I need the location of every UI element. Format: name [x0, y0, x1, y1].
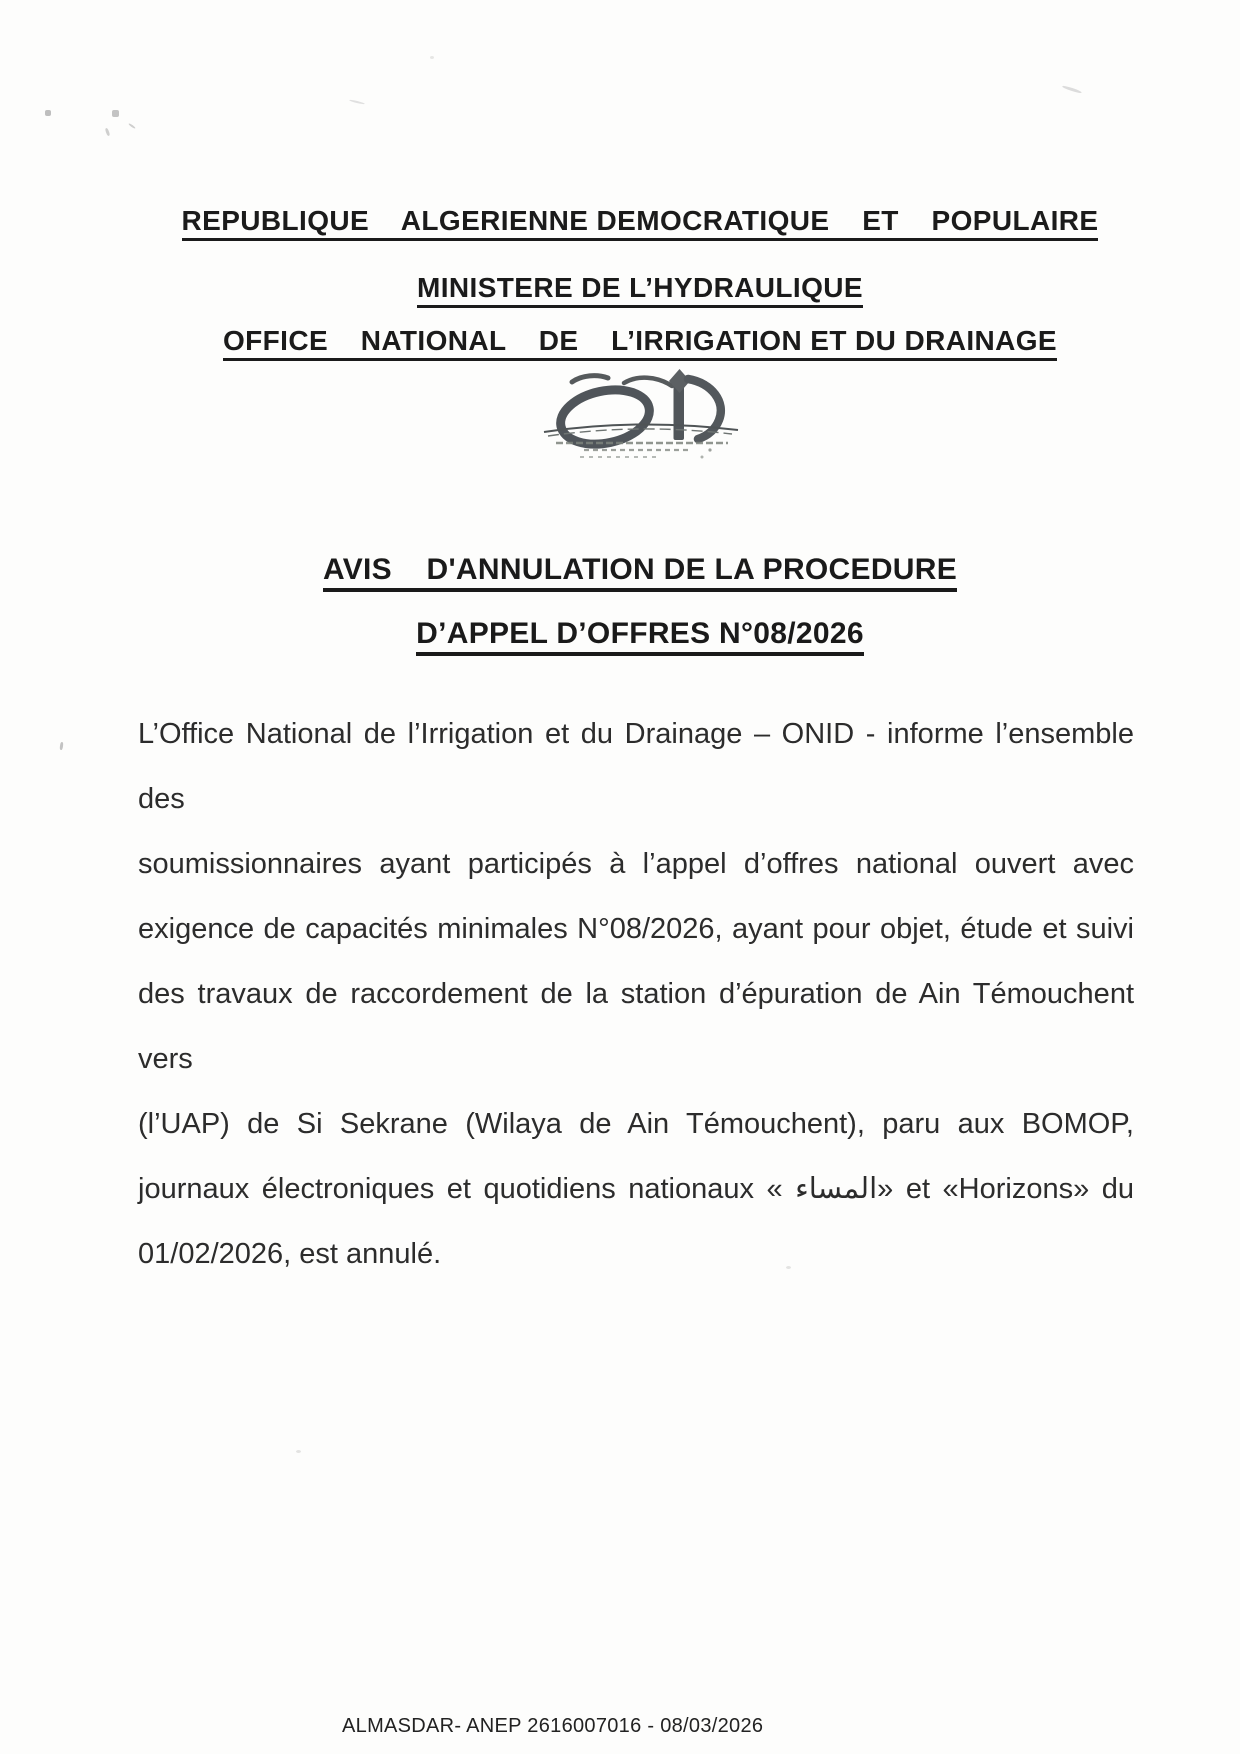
- footer-reference: ALMASDAR- ANEP 2616007016 - 08/03/2026: [342, 1715, 764, 1737]
- scan-artifact: [112, 110, 119, 117]
- notice-title-line-2: [40, 619, 1240, 656]
- body-line-7: 01/02/2026, est annulé.: [138, 1238, 442, 1270]
- body-line-6: journaux électroniques et quotidiens nationaux « المساء» et «Horizons» du: [138, 1173, 1134, 1205]
- scan-artifact: [59, 742, 63, 750]
- body-line-2: soumissionnaires ayant participés à l’appel d’offres national ouvert avec: [138, 848, 1134, 880]
- header-line-ministry-text: MINISTERE DE L’HYDRAULIQUE: [417, 274, 863, 308]
- header-line-office-text: OFFICE NATIONAL DE L’IRRIGATION ET DU DRAINAGE: [223, 327, 1057, 361]
- notice-title-line-1-text: AVIS D'ANNULATION DE LA PROCEDURE: [323, 555, 957, 592]
- notice-title-line-2-text: D’APPEL D’OFFRES N°08/2026: [416, 619, 864, 656]
- header-line-republic-text: REPUBLIQUE ALGERIENNE DEMOCRATIQUE ET POPULAIRE: [182, 207, 1099, 241]
- onid-logo-icon: [542, 366, 742, 462]
- notice-title-line-1: [40, 555, 1240, 592]
- header-line-ministry: [40, 274, 1240, 308]
- scan-artifact: [45, 110, 51, 116]
- scan-artifact: [1062, 85, 1082, 94]
- header-line-office: [40, 327, 1240, 361]
- scan-artifact: [786, 1266, 791, 1269]
- body-line-1: L’Office National de l’Irrigation et du Drainage – ONID - informe l’ensemble des: [138, 718, 1134, 815]
- scan-artifact: [105, 128, 111, 137]
- scan-artifact: [296, 1450, 301, 1453]
- scan-artifact: [128, 123, 136, 129]
- scan-artifact: [430, 56, 434, 59]
- scan-artifact: [349, 99, 365, 105]
- body-line-3: exigence de capacités minimales N°08/2026, ayant pour objet, étude et suivi: [138, 913, 1134, 945]
- onid-logo: [542, 366, 742, 462]
- notice-body: [138, 702, 1134, 1287]
- body-line-4: des travaux de raccordement de la station d’épuration de Ain Témouchent vers: [138, 978, 1134, 1075]
- header-line-republic: [40, 207, 1240, 241]
- body-line-5: (l’UAP) de Si Sekrane (Wilaya de Ain Témouchent), paru aux BOMOP,: [138, 1108, 1134, 1140]
